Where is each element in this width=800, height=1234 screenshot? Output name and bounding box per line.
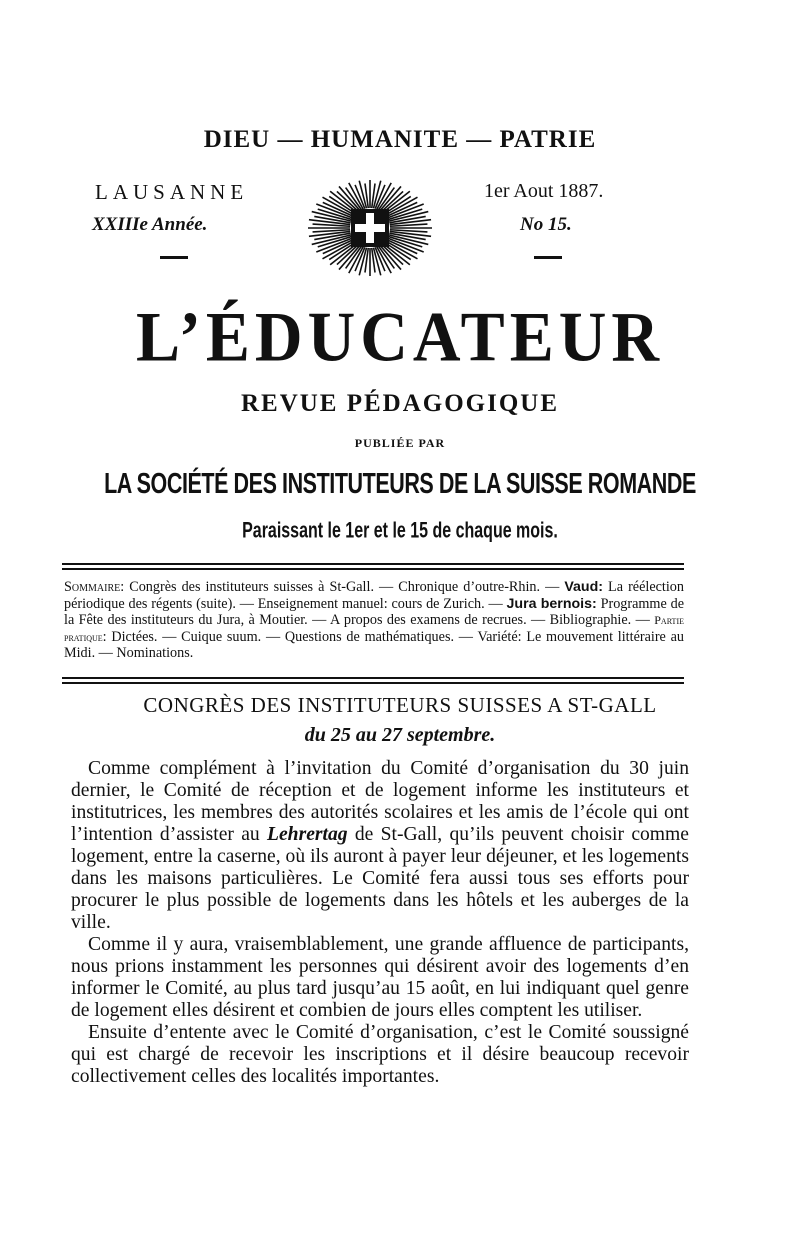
masthead-year-volume: XXIIIe Année.: [92, 214, 208, 235]
summary-jura: Jura bernois:: [506, 595, 597, 612]
article-dates: du 25 au 27 septembre.: [304, 724, 496, 746]
summary-vaud: Vaud:: [564, 579, 603, 595]
society-name: LA SOCIÉTÉ DES INSTITUTEURS DE LA SUISSE ROMANDE: [104, 467, 696, 501]
article-body: [71, 758, 689, 1088]
masthead-issue-number: No 15.: [520, 214, 572, 235]
summary-text-3: Programme de la Fête des instituteurs du Jura, à Moutier. — A propos des examens de recrues. — Bibliographie. —: [64, 595, 685, 629]
swiss-cross-emblem-icon: [307, 178, 433, 278]
summary-text-4: : Dictées. — Cuique suum. — Questions de mathématiques. — Variété: Le mouvement littéraire au Midi. — Nominations.: [64, 628, 684, 662]
article-paragraph-3: Ensuite d’entente avec le Comité d’organisation, c’est le Comité soussigné qui est chargé de recevoir les inscriptions et il désire beaucoup recevoir collectivement celles des localités importantes.: [71, 1022, 689, 1087]
summary-bottom-rule: [62, 677, 684, 679]
article-paragraph-2: Comme il y aura, vraisemblablement, une grande affluence de participants, nous prions instamment les personnes qui désirent avoir des logements d’en informer le Comité, au plus tard jusqu’au 15 août, en lui indiquant quel genre de logement elles désirent et combien de jours elles comptent les utiliser.: [71, 934, 689, 1021]
summary-top-rule: [62, 563, 684, 565]
article-title: CONGRÈS DES INSTITUTEURS SUISSES A ST-GALL: [143, 693, 657, 717]
published-by-line: PUBLIÉE PAR: [354, 436, 446, 450]
summary-top-rule-2: [62, 568, 684, 570]
summary-text-2: La réélection périodique des régents (suite). — Enseignement manuel: cours de Zurich. —: [64, 579, 684, 612]
summary-text-1: : Congrès des instituteurs suisses à St-Gall. — Chronique d’outre-Rhin. —: [120, 579, 565, 595]
journal-subtitle: REVUE PÉDAGOGIQUE: [240, 390, 560, 417]
paragraph-1-end: de St-Gall, qu’ils peuvent choisir comme logement, entre la caserne, où ils auront à payer leur déjeuner, et les logements dans les maisons particulières. Le Comité fera aussi tous ses efforts pour procurer le plus possible de logements dans les hôtels et les auberges de la ville.: [71, 824, 689, 933]
lehrertag-term: Lehrertag: [267, 824, 348, 845]
summary-partie-pratique: Partie pratique: [64, 613, 684, 644]
masthead-motto: DIEU — HUMANITE — PATRIE: [203, 126, 597, 153]
summary-label: Sommaire: [64, 579, 121, 595]
right-dash-divider: [534, 256, 562, 259]
masthead-city: LAUSANNE: [95, 180, 249, 204]
summary-block: [64, 579, 684, 662]
summary-bottom-rule-2: [62, 682, 684, 684]
masthead-date: 1er Aout 1887.: [484, 180, 604, 202]
journal-title: L’ÉDUCATEUR: [135, 298, 665, 377]
paragraph-1-start: Comme complément à l’invitation du Comité d’organisation du 30 juin dernier, le Comité de réception et de logement informe les instituteurs et institutrices, les membres des autorités scolaires et les amis de l’école qui ont l’intention d’assister au: [71, 758, 689, 845]
cross-horizontal-bar: [355, 224, 385, 232]
left-dash-divider: [160, 256, 188, 259]
article-paragraph-1: [71, 758, 689, 934]
publication-frequency: Paraissant le 1er et le 15 de chaque mois.: [242, 518, 558, 544]
